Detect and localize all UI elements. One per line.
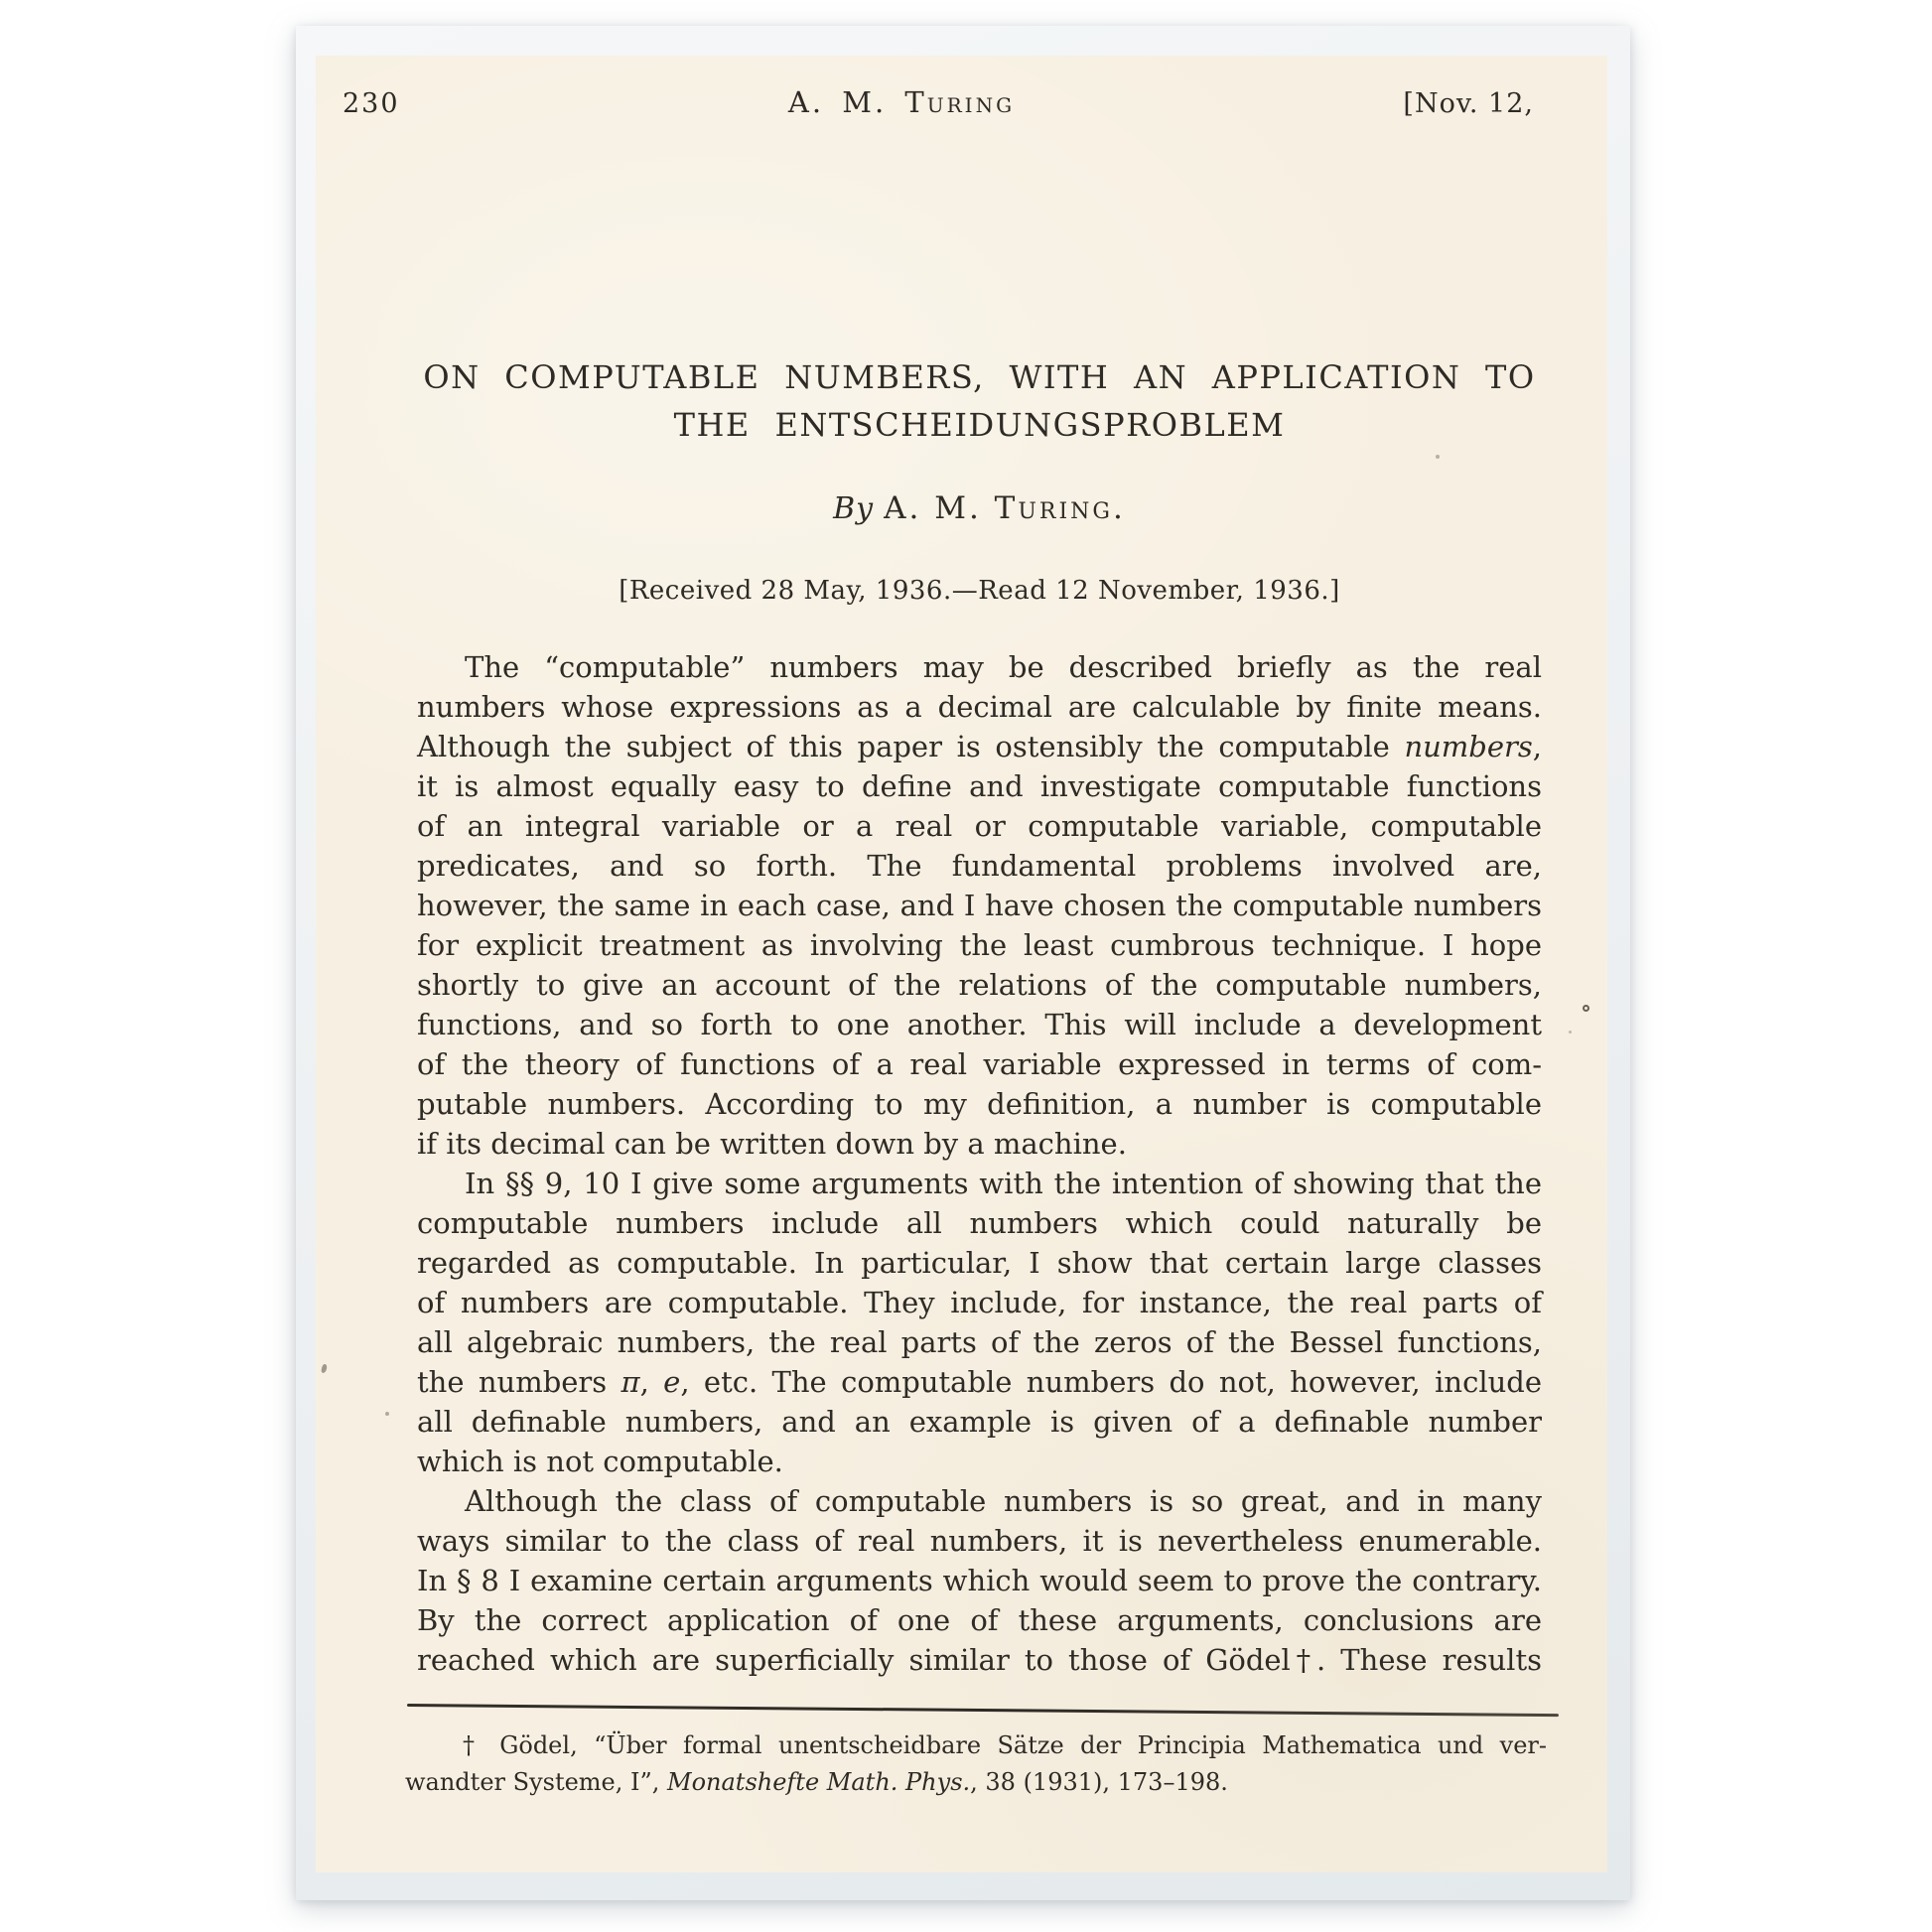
scanned-page-sheet <box>296 26 1630 1900</box>
text-segment: Although the class of computable numbers is so great, and in many <box>465 1484 1542 1518</box>
text-segment: reached which are superficially similar to those of Gödel†. These results <box>417 1643 1542 1677</box>
italic-text: Monatshefte Math. Phys. <box>667 1768 971 1796</box>
paper-title-line-1: ON COMPUTABLE NUMBERS, WITH AN APPLICATION TO <box>423 358 1536 396</box>
text-line <box>417 1362 1542 1402</box>
text-segment: predicates, and so forth. The fundamental problems involved are, <box>417 849 1542 883</box>
text-segment: of an integral variable or a real or computable variable, computable <box>417 809 1542 843</box>
text-line <box>417 1442 1542 1481</box>
text-segment: In §§ 9, 10 I give some arguments with the intention of showing that the <box>465 1167 1542 1200</box>
text-segment: of numbers are computable. They include, for instance, the real parts of <box>417 1286 1542 1319</box>
text-line <box>417 1561 1542 1600</box>
paragraph-3 <box>417 1481 1542 1680</box>
text-line <box>417 647 1542 687</box>
received-note: [Received 28 May, 1936.—Read 12 November, 1936.] <box>619 576 1340 606</box>
text-line <box>405 1727 1547 1764</box>
text-segment: , 38 (1931), 173–198. <box>970 1768 1228 1796</box>
paragraph-1 <box>417 647 1542 1164</box>
text-segment: all algebraic numbers, the real parts of the zeros of the Bessel functions, <box>417 1325 1542 1359</box>
byline <box>417 490 1542 526</box>
text-line <box>417 965 1542 1005</box>
text-segment: , <box>1532 730 1542 763</box>
print-speck-ring <box>1583 1005 1589 1012</box>
text-segment: however, the same in each case, and I have chosen the computable numbers <box>417 889 1542 922</box>
text-segment: ways similar to the class of real numbers, it is nevertheless enumerable. <box>417 1524 1542 1558</box>
text-line <box>417 925 1542 965</box>
footnote <box>405 1727 1547 1801</box>
paper-title-line-2: THE ENTSCHEIDUNGSPROBLEM <box>673 406 1286 444</box>
text-segment: functions, and so forth to one another. This will include a development <box>417 1008 1542 1041</box>
text-segment: for explicit treatment as involving the least cumbrous technique. I hope <box>417 928 1542 962</box>
text-line <box>417 1243 1542 1283</box>
text-line <box>417 846 1542 886</box>
text-segment: numbers whose expressions as a decimal are calculable by finite means. <box>417 690 1542 724</box>
text-segment: † Gödel, “Über formal unentscheidbare Sätze der Principia Mathematica und ver- <box>463 1731 1547 1759</box>
text-line <box>417 687 1542 727</box>
text-segment: regarded as computable. In particular, I show that certain large classes <box>417 1246 1542 1280</box>
text-line <box>417 1640 1542 1680</box>
text-segment: wandter Systeme, I”, <box>405 1768 668 1796</box>
text-line <box>417 886 1542 925</box>
text-segment: the numbers <box>417 1365 621 1399</box>
text-line <box>417 1600 1542 1640</box>
text-segment: Although the subject of this paper is ostensibly the computable <box>417 730 1405 763</box>
footnote-rule <box>407 1704 1559 1717</box>
text-segment: The “computable” numbers may be described briefly as the real <box>465 650 1542 684</box>
text-line <box>417 766 1542 806</box>
text-line <box>417 727 1542 766</box>
text-line <box>405 1764 1547 1801</box>
print-speck-comma <box>321 1364 328 1374</box>
text-segment: it is almost equally easy to define and investigate computable functions <box>417 769 1542 803</box>
text-line <box>417 1322 1542 1362</box>
body-text <box>417 647 1542 1680</box>
print-speck-dot <box>1436 455 1440 459</box>
text-segment: , <box>639 1365 664 1399</box>
byline-author: A. M. Turing. <box>884 490 1126 526</box>
paper-title <box>417 353 1542 449</box>
text-line <box>417 1005 1542 1044</box>
text-line <box>417 1164 1542 1203</box>
text-segment: putable numbers. According to my definition, a number is computable <box>417 1087 1542 1121</box>
italic-text: numbers <box>1404 730 1533 763</box>
text-line <box>417 1203 1542 1243</box>
text-segment: shortly to give an account of the relations of the computable numbers, <box>417 968 1542 1002</box>
text-line <box>417 1044 1542 1084</box>
text-segment: if its decimal can be written down by a machine. <box>417 1127 1127 1161</box>
text-line <box>417 1521 1542 1561</box>
running-head <box>343 85 1534 121</box>
text-segment: In § 8 I examine certain arguments which would seem to prove the contrary. <box>417 1564 1542 1597</box>
text-line <box>417 1481 1542 1521</box>
italic-text: π <box>621 1365 640 1399</box>
running-head-date: [Nov. 12, <box>1403 88 1534 119</box>
paragraph-2 <box>417 1164 1542 1481</box>
text-line <box>417 806 1542 846</box>
text-segment: all definable numbers, and an example is given of a definable number <box>417 1405 1542 1439</box>
italic-text: e <box>663 1365 681 1399</box>
text-segment: By the correct application of one of these arguments, conclusions are <box>417 1603 1542 1637</box>
text-line <box>417 1084 1542 1124</box>
running-head-author: A. M. Turing <box>787 85 1016 119</box>
text-segment: , etc. The computable numbers do not, however, include <box>680 1365 1542 1399</box>
text-line <box>417 1124 1542 1164</box>
text-segment: of the theory of functions of a real variable expressed in terms of com- <box>417 1047 1542 1081</box>
text-line <box>417 1402 1542 1442</box>
print-speck-dot <box>1569 1031 1572 1034</box>
text-segment: which is not computable. <box>417 1445 783 1478</box>
text-segment: computable numbers include all numbers which could naturally be <box>417 1206 1542 1240</box>
text-line <box>417 1283 1542 1322</box>
page-number: 230 <box>343 88 400 119</box>
page-paper <box>316 56 1607 1872</box>
byline-by: By <box>833 491 875 526</box>
print-speck-dot <box>385 1412 389 1416</box>
